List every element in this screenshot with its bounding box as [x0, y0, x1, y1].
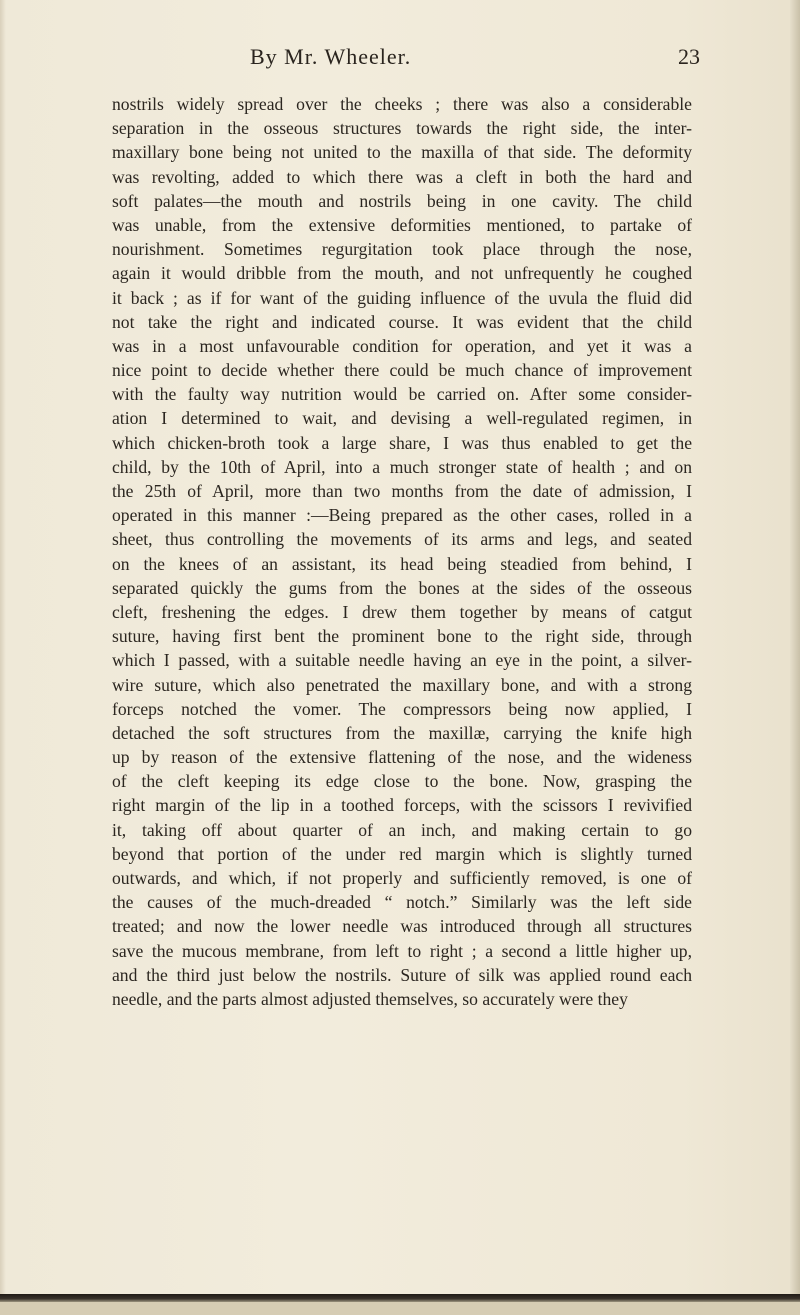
text-line: treated; and now the lower needle was introduced through all structures: [112, 916, 692, 937]
text-line: forceps notched the vomer. The compressors being now applied, I: [112, 698, 692, 719]
text-line: not take the right and indicated course. It was evident that the child: [112, 311, 692, 332]
text-line: child, by the 10th of April, into a much stronger state of health ; and on: [112, 456, 692, 477]
text-line: save the mucous membrane, from left to right ; a second a little higher up,: [112, 940, 692, 961]
text-line: suture, having first bent the prominent bone to the right side, through: [112, 626, 692, 647]
text-line: separation in the osseous structures towards the right side, the inter-: [112, 118, 692, 139]
text-line: soft palates—the mouth and nostrils being in one cavity. The child: [112, 190, 692, 211]
page-right-edge: [790, 0, 800, 1315]
text-line: cleft, freshening the edges. I drew them together by means of catgut: [112, 601, 692, 622]
text-line: beyond that portion of the under red margin which is slightly turned: [112, 843, 692, 864]
text-line: nice point to decide whether there could be much chance of improvement: [112, 360, 692, 381]
text-line: with the faulty way nutrition would be carried on. After some consider-: [112, 384, 692, 405]
page-bottom-shadow: [0, 1302, 800, 1315]
page-left-edge: [0, 0, 6, 1315]
text-line: nostrils widely spread over the cheeks ; there was also a considerable: [112, 94, 692, 114]
text-line: was revolting, added to which there was a cleft in both the hard and: [112, 166, 692, 187]
text-line: up by reason of the extensive flattening of the nose, and the wideness: [112, 747, 692, 768]
text-line: wire suture, which also penetrated the maxillary bone, and with a strong: [112, 674, 692, 695]
text-line: it back ; as if for want of the guiding influence of the uvula the fluid did: [112, 287, 692, 308]
text-line: the causes of the much-dreaded “ notch.” Similarly was the left side: [112, 892, 692, 913]
page-bottom-binding-edge: [0, 1294, 800, 1302]
text-line: was unable, from the extensive deformities mentioned, to partake of: [112, 214, 692, 235]
page-number: 23: [678, 44, 700, 69]
text-line: and the third just below the nostrils. Suture of silk was applied round each: [112, 964, 692, 985]
text-line: needle, and the parts almost adjusted themselves, so accurately were they: [112, 988, 628, 1009]
text-line: it, taking off about quarter of an inch, and making certain to go: [112, 819, 692, 840]
text-line: sheet, thus controlling the movements of its arms and legs, and seated: [112, 529, 692, 550]
text-line: detached the soft structures from the maxillæ, carrying the knife high: [112, 722, 692, 743]
running-head: [100, 44, 700, 74]
text-line: again it would dribble from the mouth, and not unfrequently he coughed: [112, 263, 692, 284]
text-line: on the knees of an assistant, its head being steadied from behind, I: [112, 553, 692, 574]
text-line: nourishment. Sometimes regurgitation took place through the nose,: [112, 239, 692, 260]
text-line: which I passed, with a suitable needle having an eye in the point, a silver-: [112, 650, 692, 671]
text-line: which chicken-broth took a large share, I was thus enabled to get the: [112, 432, 692, 453]
body-text: [112, 92, 692, 1011]
text-line: the 25th of April, more than two months from the date of admission, I: [112, 481, 692, 501]
text-line: outwards, and which, if not properly and sufficiently removed, is one of: [112, 868, 692, 888]
text-line: maxillary bone being not united to the maxilla of that side. The deformity: [112, 142, 692, 163]
text-line: of the cleft keeping its edge close to the bone. Now, grasping the: [112, 771, 692, 792]
running-title: By Mr. Wheeler.: [250, 44, 412, 69]
text-line: ation I determined to wait, and devising a well-regulated regimen, in: [112, 408, 692, 429]
text-line: operated in this manner :—Being prepared as the other cases, rolled in a: [112, 505, 692, 526]
text-line: right margin of the lip in a toothed forceps, with the scissors I revivified: [112, 795, 692, 816]
text-line: was in a most unfavourable condition for operation, and yet it was a: [112, 335, 692, 356]
text-line: separated quickly the gums from the bones at the sides of the osseous: [112, 577, 692, 598]
